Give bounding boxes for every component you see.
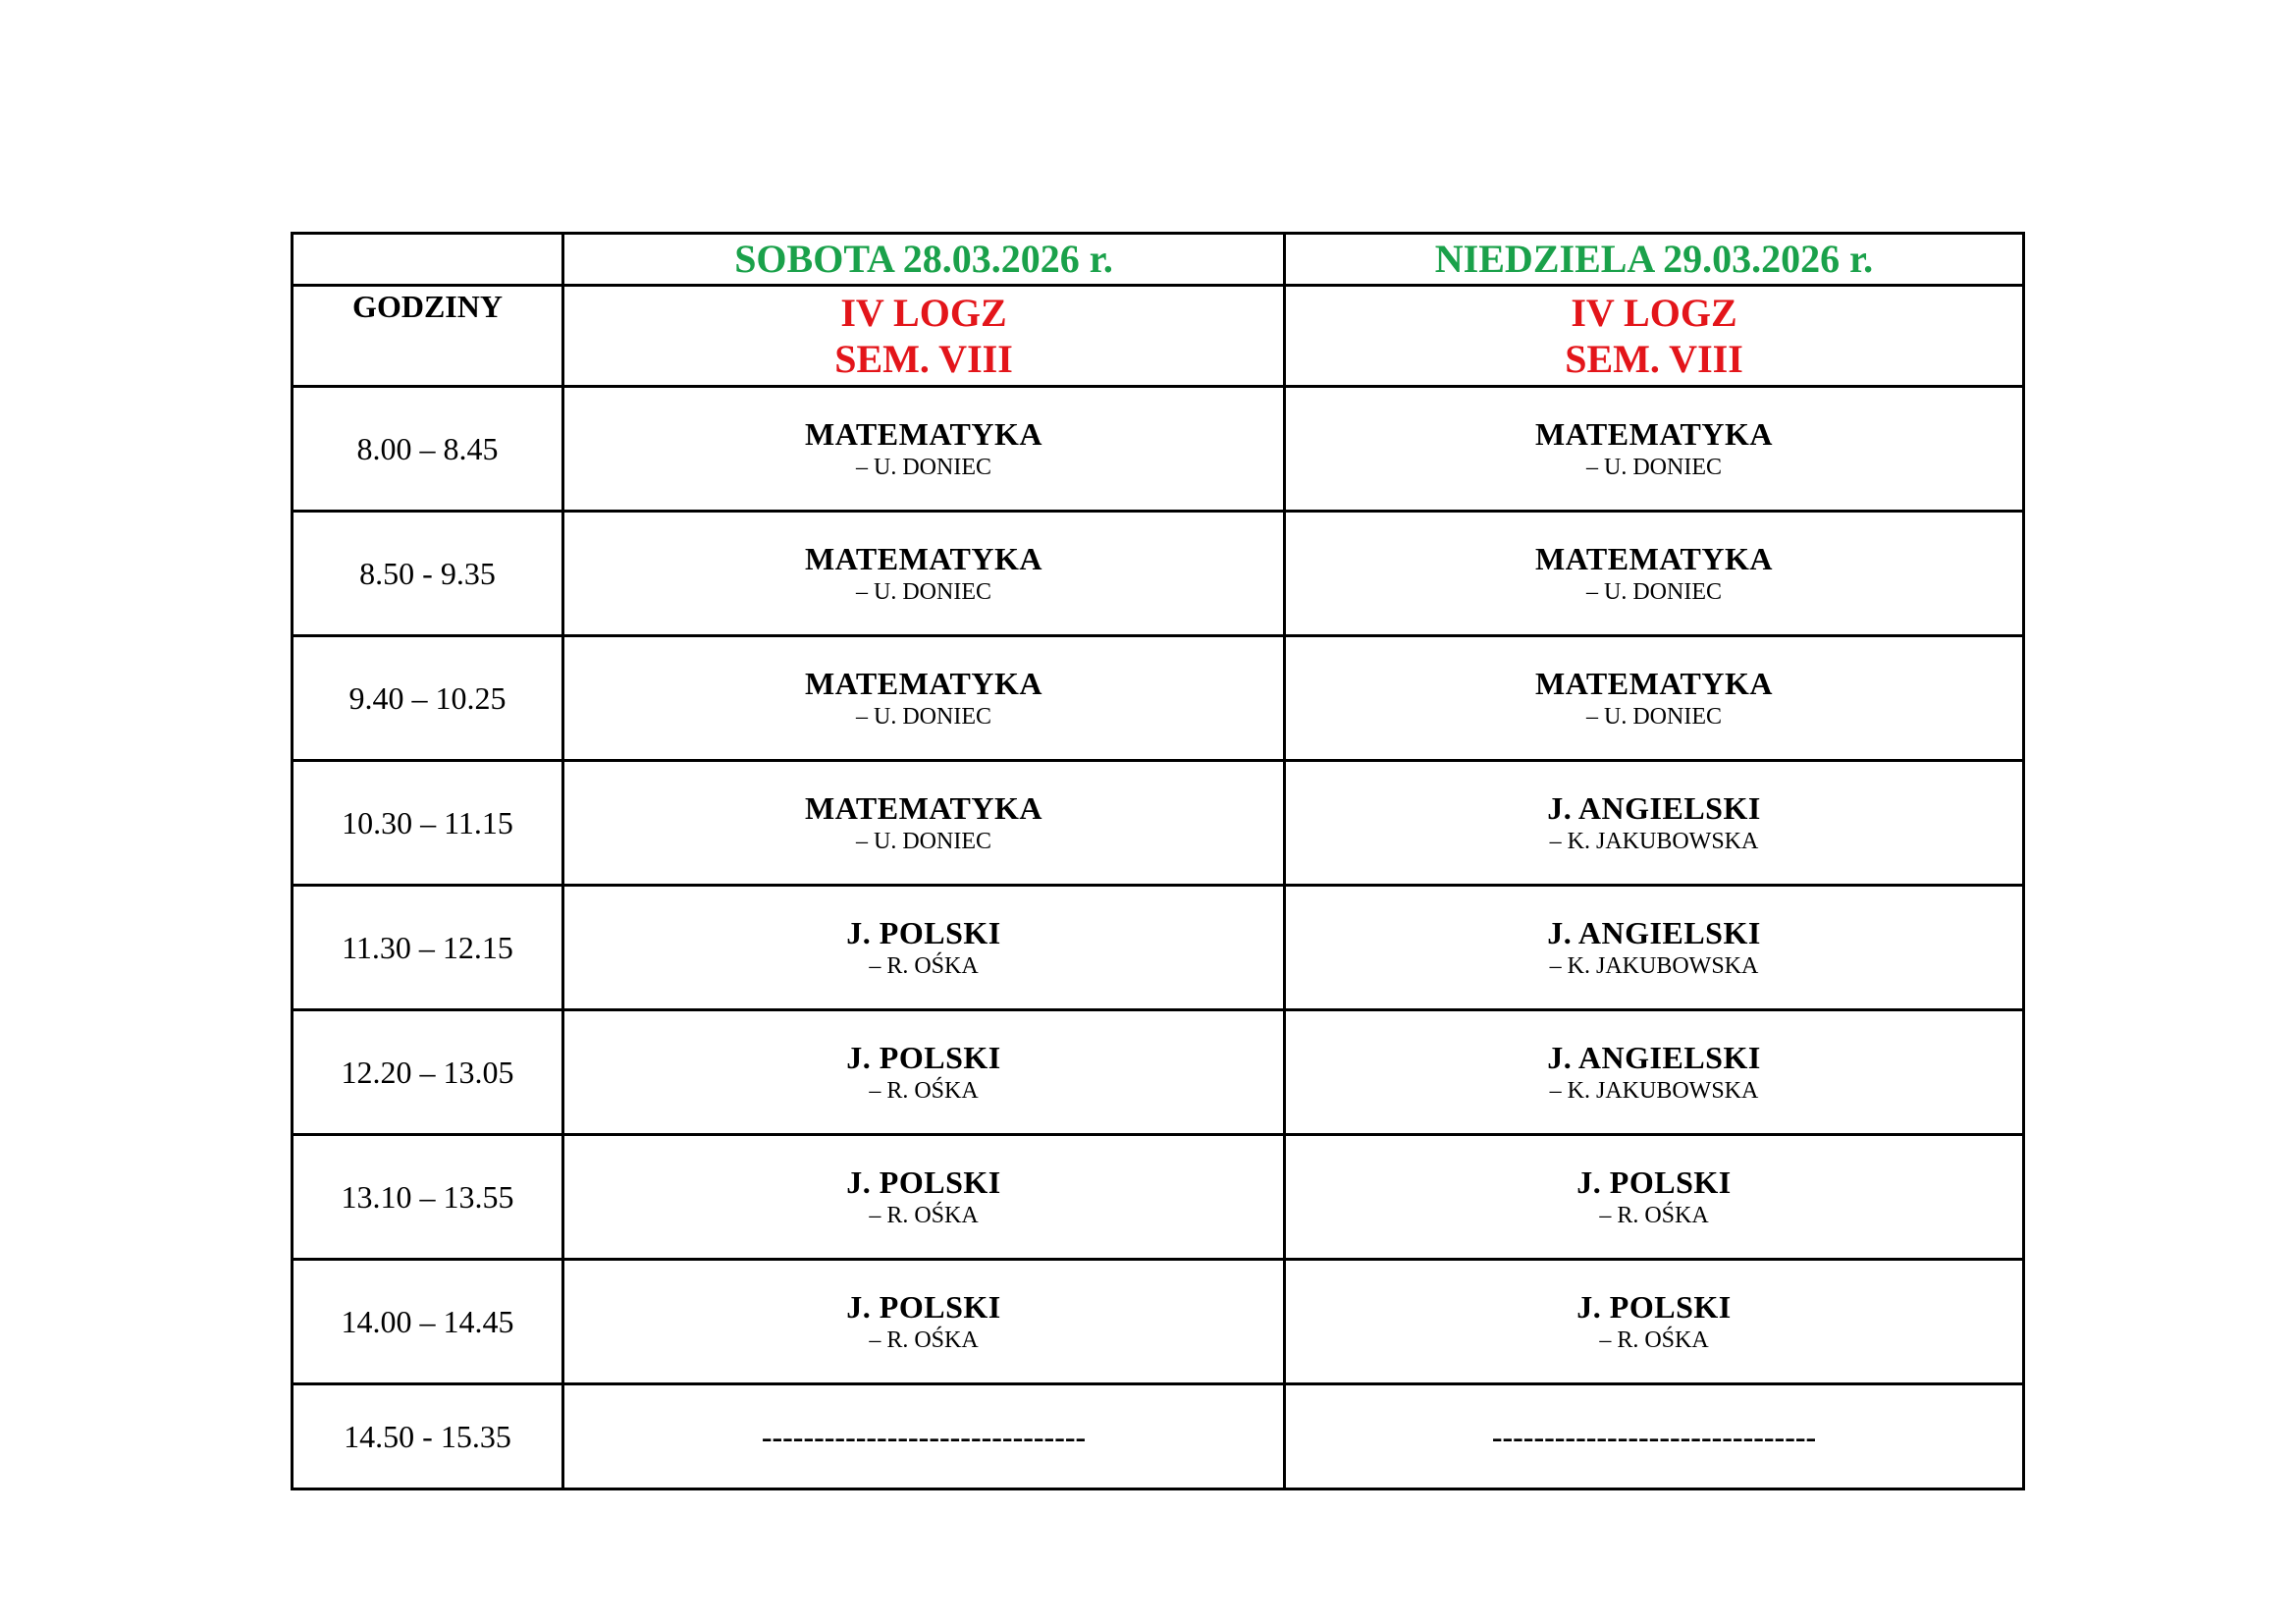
teacher-name: – K. JAKUBOWSKA [1549,829,1759,854]
saturday-date-cell [563,234,1285,286]
sunday-class-cell [1285,286,2024,387]
table-row [293,1260,2024,1384]
subject-name: J. POLSKI [846,1289,1001,1325]
subject-name: MATEMATYKA [804,416,1042,452]
teacher-name: – R. OŚKA [869,953,979,979]
subject-name: MATEMATYKA [1534,416,1773,452]
saturday-class-name: IV LOGZ [840,291,1007,335]
saturday-lesson-cell [563,886,1285,1010]
sunday-date: NIEDZIELA 29.03.2026 r. [1434,237,1874,281]
teacher-name: – K. JAKUBOWSKA [1549,1078,1759,1104]
hours-column-header: GODZINY [293,286,563,387]
class-header-row [293,286,2024,387]
subject-name: MATEMATYKA [804,790,1042,826]
teacher-name: – U. DONIEC [856,455,991,480]
subject-name: J. POLSKI [846,1040,1001,1075]
table-row [293,1384,2024,1489]
time-slot: 14.00 – 14.45 [293,1260,563,1384]
sunday-lesson-cell [1285,1135,2024,1260]
subject-name: J. ANGIELSKI [1547,915,1761,950]
sunday-lesson-cell [1285,886,2024,1010]
table-row [293,761,2024,886]
saturday-class-cell [563,286,1285,387]
teacher-name: – U. DONIEC [1586,455,1722,480]
time-slot: 9.40 – 10.25 [293,636,563,761]
teacher-name: – R. OŚKA [869,1203,979,1228]
teacher-name: – R. OŚKA [869,1327,979,1353]
saturday-lesson-cell [563,761,1285,886]
table-row [293,1010,2024,1135]
subject-name: J. POLSKI [1576,1289,1732,1325]
teacher-name: – R. OŚKA [1599,1203,1709,1228]
time-slot: 14.50 - 15.35 [293,1384,563,1489]
table-row [293,387,2024,512]
sunday-class-name: IV LOGZ [1571,291,1737,335]
saturday-lesson-cell [563,387,1285,512]
table-row [293,886,2024,1010]
saturday-date: SOBOTA 28.03.2026 r. [734,237,1113,281]
saturday-lesson-cell [563,1384,1285,1489]
teacher-name: – U. DONIEC [1586,579,1722,605]
subject-name: MATEMATYKA [1534,541,1773,576]
sunday-lesson-cell [1285,636,2024,761]
sunday-lesson-cell [1285,1010,2024,1135]
subject-name: MATEMATYKA [804,541,1042,576]
empty-slot-dashes: ------------------------------- [1491,1418,1817,1454]
time-slot: 12.20 – 13.05 [293,1010,563,1135]
timetable [291,232,2025,1490]
teacher-name: – U. DONIEC [856,829,991,854]
saturday-lesson-cell [563,1135,1285,1260]
sunday-semester: SEM. VIII [1565,337,1743,381]
table-row [293,636,2024,761]
time-slot: 8.50 - 9.35 [293,512,563,636]
sunday-lesson-cell [1285,512,2024,636]
subject-name: J. ANGIELSKI [1547,1040,1761,1075]
saturday-lesson-cell [563,636,1285,761]
saturday-semester: SEM. VIII [834,337,1013,381]
saturday-lesson-cell [563,512,1285,636]
subject-name: J. POLSKI [1576,1164,1732,1200]
timetable-body [293,387,2024,1384]
empty-slot-dashes: ------------------------------- [761,1418,1087,1454]
table-row [293,1135,2024,1260]
sunday-date-cell [1285,234,2024,286]
teacher-name: – K. JAKUBOWSKA [1549,953,1759,979]
sunday-lesson-cell [1285,1260,2024,1384]
date-header-row [293,234,2024,286]
table-row [293,512,2024,636]
teacher-name: – U. DONIEC [856,704,991,730]
teacher-name: – U. DONIEC [856,579,991,605]
teacher-name: – U. DONIEC [1586,704,1722,730]
sunday-lesson-cell [1285,761,2024,886]
time-slot: 10.30 – 11.15 [293,761,563,886]
subject-name: J. POLSKI [846,1164,1001,1200]
time-slot: 8.00 – 8.45 [293,387,563,512]
subject-name: J. ANGIELSKI [1547,790,1761,826]
saturday-lesson-cell [563,1260,1285,1384]
sunday-lesson-cell [1285,387,2024,512]
time-slot: 13.10 – 13.55 [293,1135,563,1260]
teacher-name: – R. OŚKA [1599,1327,1709,1353]
subject-name: MATEMATYKA [804,666,1042,701]
subject-name: J. POLSKI [846,915,1001,950]
empty-corner-cell [293,234,563,286]
teacher-name: – R. OŚKA [869,1078,979,1104]
subject-name: MATEMATYKA [1534,666,1773,701]
saturday-lesson-cell [563,1010,1285,1135]
sunday-lesson-cell [1285,1384,2024,1489]
time-slot: 11.30 – 12.15 [293,886,563,1010]
